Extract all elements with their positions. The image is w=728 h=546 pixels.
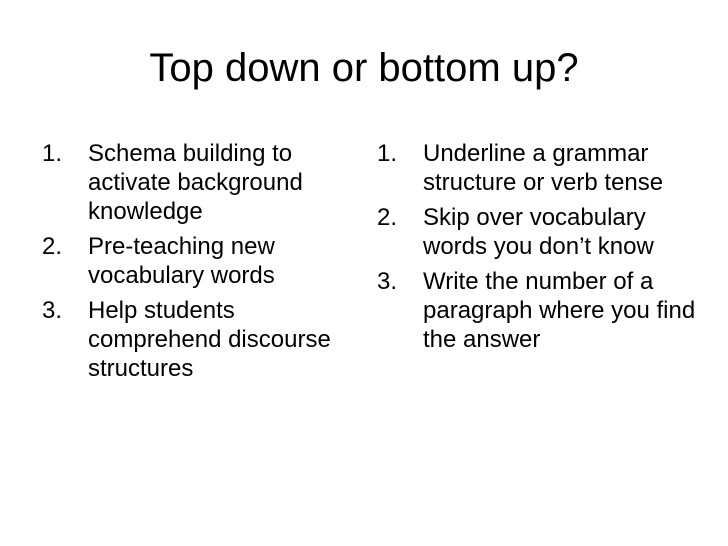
list-item-number: 3. — [42, 297, 63, 324]
slide-title: Top down or bottom up? — [149, 46, 579, 90]
list-item-text: Underline a grammar structure or verb tense — [423, 140, 664, 196]
list-item — [377, 267, 697, 354]
list-item-number: 2. — [377, 204, 398, 231]
list-item-number: 1. — [377, 140, 398, 167]
list-item-text: Pre-teaching new vocabulary words — [88, 233, 275, 289]
list-item-number: 2. — [42, 233, 63, 260]
list-item — [42, 139, 342, 226]
list-item — [377, 139, 697, 197]
list-item-text: Write the number of a paragraph where you find the answer — [423, 268, 696, 353]
list-item-text: Help students comprehend discourse structures — [88, 297, 331, 382]
bottom-up-list — [377, 139, 697, 360]
list-item — [42, 232, 342, 290]
list-item — [42, 296, 342, 383]
list-item — [377, 203, 697, 261]
list-item-text: Skip over vocabulary words you don’t know — [423, 204, 654, 260]
list-item-text: Schema building to activate background knowledge — [88, 140, 303, 225]
top-down-list — [42, 139, 342, 389]
list-item-number: 3. — [377, 268, 398, 295]
list-item-number: 1. — [42, 140, 63, 167]
